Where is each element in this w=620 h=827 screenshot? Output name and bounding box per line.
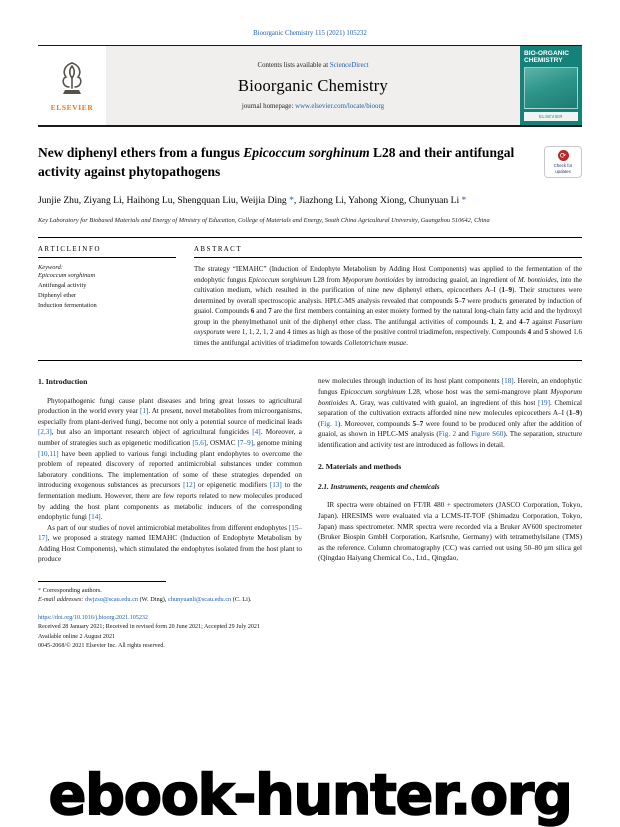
section-heading-methods: 2. Materials and methods [318, 462, 402, 472]
email-addresses-note: E-mail addresses: dwjzsu@scau.edu.cn (W. Ding), chunyuanli@scau.edu.cn (C. Li). [38, 596, 252, 604]
body-column-right [318, 376, 582, 565]
doi-link[interactable]: https://doi.org/10.1016/j.bioorg.2021.105232 [38, 614, 148, 621]
abstract-heading: A B S T R A C T [194, 246, 241, 254]
crossmark-icon: ⟳ [558, 150, 569, 161]
elsevier-tree-icon [57, 60, 87, 101]
check-for-updates-label: Check for updates [553, 163, 573, 174]
elsevier-wordmark: ELSEVIER [50, 102, 94, 112]
inline-link[interactable]: [18] [501, 377, 514, 386]
intro-paragraph-2: As part of our studies of novel antimicrobial metabolites from different endophytes [15–17], we proposed a strategy named IEMAHC (Induction of Endophyte Metabolism by Adding Host Components), which stimulated the endophytes isolated from the host plant to produce [38, 523, 302, 564]
cover-publisher-label: ELSEVIER [524, 112, 578, 121]
intro-paragraph-continued: new molecules through induction of its host plant components [18]. Herein, an endophytic fungus Epicoccum sorghinum L28, whose host was the semi-mangrove plant Myoporum bontioides A. Gray, was cultivated with guaiol, an ingredient of this host [19]. Chemical separation of the cultivation extracts afforded nine new molecules epicocethers A–I (1–9) (Fig. 1). Moreover, compounds 5–7 were found to be produced only after the addition of guaiol, as shown in HPLC-MS analysis (Fig. 2 and Figure S60). The separation, structure identification and activity test are introduced as follows in detail. [318, 377, 583, 449]
imprint-block [38, 614, 582, 652]
sciencedirect-link[interactable]: ScienceDirect [329, 61, 369, 69]
copyright-line: 0045-2068/© 2021 Elsevier Inc. All rights reserved. [38, 643, 165, 650]
inline-link[interactable]: * [38, 587, 42, 594]
check-for-updates-badge[interactable] [544, 146, 582, 178]
inline-link[interactable]: Fig. 2 [438, 430, 457, 439]
inline-link[interactable]: [14] [88, 513, 101, 522]
intro-paragraph-1: Phytopathogenic fungi cause plant diseases and bring great losses to agricultural production in the world every year [1]. At present, novel metabolites from microorganisms, especially from plant-derived fungi, become not only a potential source of medicinal leads [2,3], but also an important research object of agricultural fungicides [4]. Moreover, a number of strategies such as epigenetic modification [5,6], OSMAC [7–9], genome mining [10,11] have been applied to various fungi including plant endophytes to overcome the problem of repeated discovery of reported antimicrobial substances under common laboratory conditions. The implementation of some of these strategies depended on introducing exogenous substances as precursors [12] or epigenetic modifiers [13] to the fermentation medium. However, there are few reports related to new molecules produced by adding the host plant components as metabolic inducers of the corresponding endophytic fungi [14]. [38, 396, 302, 522]
contents-prefix: Contents lists available at [257, 61, 330, 69]
author-list: Junjie Zhu, Ziyang Li, Haihong Lu, Shengquan Liu, Weijia Ding *, Jiazhong Li, Yahong Xiong, Chunyuan Li * [38, 195, 467, 207]
body-column-left [38, 376, 302, 565]
journal-citation: Bioorganic Chemistry 115 (2021) 105232 [253, 30, 367, 37]
inline-link[interactable]: dwjzsu@scau.edu.cn [85, 596, 139, 604]
ebook-hunter-watermark: ebook-hunter.org [48, 763, 572, 827]
inline-link[interactable]: [1] [140, 407, 149, 416]
masthead-center [106, 46, 520, 125]
cover-title: BIO-ORGANIC CHEMISTRY [524, 50, 570, 65]
journal-cover-thumbnail [520, 46, 582, 125]
keyword-item: Epicoccum sorghinum [38, 272, 96, 280]
inline-link[interactable]: * [459, 195, 467, 207]
cover-artwork [524, 67, 578, 109]
abstract-column [194, 246, 582, 348]
subsection-heading-instruments: 2.1. Instruments, reagents and chemicals [318, 482, 440, 491]
article-info-column [38, 246, 176, 348]
footnote-block [38, 581, 582, 605]
info-abstract-block [38, 237, 582, 361]
footnote-rule [38, 581, 166, 582]
inline-link[interactable]: [4] [252, 428, 261, 437]
available-online: Available online 2 August 2021 [38, 633, 116, 640]
elsevier-logo [38, 46, 106, 125]
section-heading-introduction: 1. Introduction [38, 377, 88, 387]
inline-link[interactable]: Figure S60 [471, 430, 504, 439]
inline-link[interactable]: [15–17] [38, 523, 302, 543]
inline-link[interactable]: [2,3] [38, 428, 52, 437]
keywords-label: Keyword: [38, 264, 63, 272]
homepage-line [242, 103, 384, 110]
journal-homepage-link[interactable]: www.elsevier.com/locate/bioorg [295, 102, 385, 110]
keyword-item: Induction fermentation [38, 302, 97, 310]
keyword-item: Diphenyl ether [38, 292, 77, 300]
methods-paragraph-1: IR spectra were obtained on FT/IR 480 + spectrometers (JASCO Corporation, Tokyo, Japan). HRESIMS were evaluated via a LCMS-IT-TOF (Shimadzu Corporation, Tokyo, Japan) mass spectrometer. NMR spectra were recorded via a Bruker AV600 spectrometer (Bruker Biospin GmbH Corporation, Karlsruhe, Germany) with tetramethylsilane (TMS) as the reference. Column chromatography (CC) was carried out using 50–80 μm silica gel (Qingdao Haiyang Chemical Co., Ltd., Qingdao, [318, 501, 582, 563]
affiliation: Key Laboratory for Biobased Materials and Energy of Ministry of Education, College of Materials and Energy, South China Agricultural University, Guangzhou 510642, China [38, 217, 490, 225]
article-title: New diphenyl ethers from a fungus Epicoccum sorghinum L28 and their antifungal activity against phytopathogens [38, 145, 515, 179]
abstract-rule [194, 257, 582, 258]
corresponding-authors-note: * Corresponding authors. [38, 587, 102, 594]
inline-link[interactable]: [19] [538, 398, 551, 407]
inline-link[interactable]: [5,6] [192, 439, 207, 448]
journal-title: Bioorganic Chemistry [238, 75, 388, 95]
inline-link[interactable]: * [286, 195, 294, 207]
article-info-heading: A R T I C L E I N F O [38, 246, 100, 254]
inline-link[interactable]: Fig. 1 [320, 419, 338, 428]
abstract-text: The strategy “IEMAHC” (Induction of Endophyte Metabolism by Adding Host Components) was applied to the fermentation of the endophytic fungus Epicoccum sorghinum L28 from Myoporum bontioides by introducing guaiol, an ingredient of M. bontioides, into the cultivation medium, which resulted in the purification of nine new diphenyl ethers, epicocethers A–I (1–9). Their structures were determined by overall spectroscopic analysis. HPLC-MS analysis revealed that compounds 5–7 were products generated by induction of guaiol. Compounds 6 and 7 are the first members containing an ester moiety formed by the natural long-chain fatty acid and the hydroxyl group in the phenylmethanol unit of the diphenyl ether class. The antifungal activities of compounds 1, 2, and 4–7 against Fusarium oxysporum were 1, 1, 2, 1, 2 and 4 times as high as those of the positive control triadimefon, respectively. Compounds 4 and 5 showed 1.6 times the antifungal activities of triadimefon towards Colletotrichum musae. [194, 265, 583, 347]
contents-line [258, 62, 369, 69]
body-columns [38, 376, 582, 565]
received-dates: Received 28 January 2021; Received in revised form 20 June 2021; Accepted 29 July 2021 [38, 624, 261, 631]
inline-link[interactable]: [10,11] [38, 449, 59, 458]
inline-link[interactable]: [13] [269, 481, 282, 490]
inline-link[interactable]: chunyuanli@scau.edu.cn [168, 596, 232, 604]
inline-link[interactable]: [12] [183, 481, 196, 490]
keyword-item: Antifungal activity [38, 282, 87, 290]
journal-masthead [38, 45, 582, 127]
article-info-rule [38, 257, 176, 258]
homepage-prefix: journal homepage: [241, 102, 296, 110]
inline-link[interactable]: [7–9] [237, 439, 254, 448]
